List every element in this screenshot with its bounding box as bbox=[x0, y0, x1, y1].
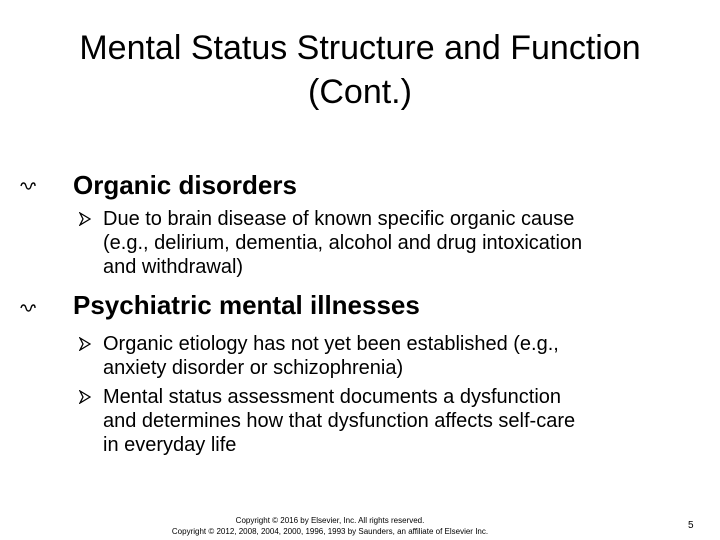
bullet-item-line: Organic etiology has not yet been established (e.g., bbox=[103, 333, 559, 355]
bullet-item-text bbox=[103, 332, 703, 380]
bullet-item-text bbox=[103, 385, 703, 457]
bullet-item-line: in everyday life bbox=[103, 434, 237, 456]
bullet-item-line: Due to brain disease of known specific organic cause bbox=[103, 208, 575, 230]
infinity-wave-icon bbox=[20, 303, 36, 313]
title-line-1: Mental Status Structure and Function bbox=[79, 29, 641, 67]
bullet-item-line: Mental status assessment documents a dysfunction bbox=[103, 386, 562, 408]
bullet-item-line: and determines how that dysfunction affects self-care bbox=[103, 410, 576, 432]
arrowhead-icon bbox=[79, 390, 91, 404]
title-line-2: (Cont.) bbox=[308, 73, 412, 111]
page-number: 5 bbox=[688, 520, 694, 531]
arrowhead-icon bbox=[79, 212, 91, 226]
bullet-item-line: anxiety disorder or schizophrenia) bbox=[103, 357, 404, 379]
slide-title bbox=[40, 26, 680, 114]
copyright-footer bbox=[130, 515, 530, 537]
bullet-item-line: (e.g., delirium, dementia, alcohol and drug intoxication bbox=[103, 232, 583, 254]
bullet-item-text bbox=[103, 207, 703, 279]
arrowhead-icon bbox=[79, 337, 91, 351]
section-heading-psychiatric-mental-illnesses: Psychiatric mental illnesses bbox=[73, 290, 420, 320]
copyright-line-2: Copyright © 2012, 2008, 2004, 2000, 1996, 1993 by Saunders, an affiliate of Elsevier Inc. bbox=[171, 527, 489, 536]
bullet-item-line: and withdrawal) bbox=[103, 256, 244, 278]
copyright-line-1: Copyright © 2016 by Elsevier, Inc. All rights reserved. bbox=[235, 516, 425, 525]
section-heading-organic-disorders: Organic disorders bbox=[73, 170, 297, 200]
infinity-wave-icon bbox=[20, 181, 36, 191]
